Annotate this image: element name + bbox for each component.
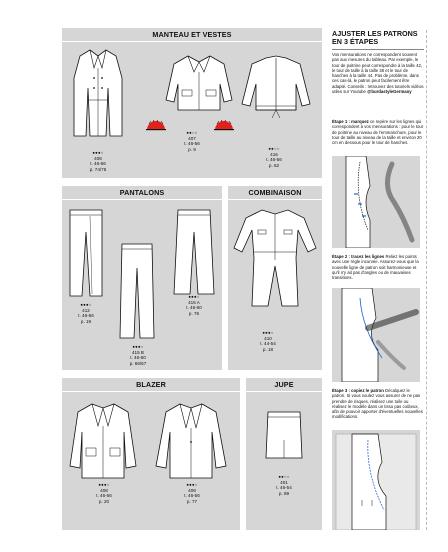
step-3 xyxy=(332,388,424,420)
size-range: t. 46-60 xyxy=(130,355,146,361)
youtube-handle: @burdastyleGermany xyxy=(367,89,412,95)
sidebar-divider xyxy=(332,49,424,50)
step-2-illustration xyxy=(332,288,420,382)
item-label-409 xyxy=(172,482,212,504)
section-title: PANTALONS xyxy=(62,186,222,200)
section-title: MANTEAU ET VESTES xyxy=(62,28,322,42)
model-number: 408 xyxy=(94,155,102,161)
page-ref: p. 20 xyxy=(98,498,110,504)
page-ref: p. 19 xyxy=(80,318,92,324)
size-range: t. 46-56 xyxy=(96,493,112,499)
item-label-415b xyxy=(118,344,158,366)
page-ref: p. 74/75 xyxy=(89,166,107,172)
step-1-title: Étape 1 : marquez xyxy=(332,119,369,124)
difficulty-dots: ●●●○ xyxy=(98,482,110,487)
coat-illustration xyxy=(72,48,124,140)
blazer-illustration-409 xyxy=(154,402,228,480)
size-range: t. 46-54 xyxy=(276,485,292,491)
trousers-illustration-415b xyxy=(118,242,156,340)
step-2-title: Étape 2 : tracez les lignes xyxy=(332,254,385,259)
difficulty-dots: ●●●○ xyxy=(92,150,104,155)
jumpsuit-illustration xyxy=(232,208,318,308)
model-number: 401 xyxy=(280,479,288,485)
difficulty-dots: ●●●○ xyxy=(262,330,274,335)
page-ref: p. 18 xyxy=(262,346,274,352)
size-range: t. 46-56 xyxy=(90,161,106,167)
skirt-illustration xyxy=(264,410,304,460)
size-range: t. 46-56 xyxy=(184,493,200,499)
page-ref: p. 77 xyxy=(186,498,198,504)
size-range: t. 46-60 xyxy=(186,305,202,311)
item-label-408b xyxy=(84,482,124,504)
difficulty-dots: ●●●○ xyxy=(188,294,200,299)
difficulty-dots: ●●○○ xyxy=(278,474,290,479)
difficulty-dots: ●●●○ xyxy=(132,344,144,349)
model-number: 408 xyxy=(100,487,108,493)
item-label-410 xyxy=(248,330,288,352)
difficulty-dots: ●●○○ xyxy=(268,146,280,151)
rating-badge-icon xyxy=(214,120,234,130)
difficulty-dots: ●●○○ xyxy=(186,130,198,135)
step-1-illustration xyxy=(332,156,420,248)
section-title: COMBINAISON xyxy=(228,186,322,200)
intro-text: Vos mensurations ne correspondent souvent pas aux mesures du tableau. Par exemple, le tour de poitrine peut correspondre à la taille 42, le tour de taille à la taille 38 et le tour de hanches à la taille 44. Pas de problème, dans ces cas-là, le patron peut facilement être adapté. Conseils : retrouvez des tutoriels vidéos utiles sur Youtube xyxy=(332,52,424,95)
step-2-text: Reliez les points avec une règle incurvée. Assurez-vous que la nouvelle ligne de patron soit harmonieuse et qu'il n'y ait pas d'angles ou de mauvaises transitions. xyxy=(332,254,419,281)
item-label-407 xyxy=(172,130,212,152)
page-ref: p. 66/67 xyxy=(129,360,147,366)
size-range: t. 46-56 xyxy=(78,313,94,319)
panel-combinaison xyxy=(228,186,322,370)
model-number: 416 xyxy=(270,151,278,157)
size-range: t. 46-56 xyxy=(184,141,200,147)
model-number: 415 A xyxy=(188,299,200,305)
size-range: t. 44-54 xyxy=(260,341,276,347)
step-1 xyxy=(332,119,424,145)
step-1-text: ce repère sur les lignes qui correspondent à vos mensurations : pour le tour de poitrine au niveau de l'emmanchure, pour le tour de taille au niveau de la taille et environ 20 cm en dessous pour le tour de hanches. xyxy=(332,119,424,146)
model-number: 407 xyxy=(188,135,196,141)
blazer-illustration-408 xyxy=(68,402,138,480)
step-3-illustration xyxy=(332,430,420,530)
jacket-illustration xyxy=(166,54,232,114)
trousers-illustration-415a xyxy=(174,208,214,296)
sidebar-intro xyxy=(332,52,424,94)
trousers-illustration-412 xyxy=(68,208,104,298)
panel-blazer xyxy=(62,378,240,530)
panel-pantalons xyxy=(62,186,222,370)
model-number: 410 xyxy=(264,335,272,341)
page-ref: p. 76 xyxy=(188,310,200,316)
page-ref: p. 89 xyxy=(278,490,290,496)
rating-badge-icon xyxy=(146,120,166,130)
item-label-401 xyxy=(264,474,304,496)
sidebar-adjust-patterns xyxy=(328,30,424,530)
panel-jupe xyxy=(246,378,322,530)
item-label-408 xyxy=(78,150,118,172)
model-number: 412 xyxy=(82,307,90,313)
size-range: t. 46-56 xyxy=(266,157,282,163)
model-number: 415 B xyxy=(131,349,144,355)
page-ref: p. 62 xyxy=(268,162,280,168)
step-3-title: Étape 3 : copiez le patron xyxy=(332,388,384,393)
cut-line-divider xyxy=(426,30,427,530)
difficulty-dots: ●●●○ xyxy=(80,302,92,307)
item-label-416 xyxy=(254,146,294,168)
item-label-415a xyxy=(174,294,214,316)
difficulty-dots: ●●●○ xyxy=(186,482,198,487)
section-title: JUPE xyxy=(246,378,322,392)
section-title: BLAZER xyxy=(62,378,240,392)
bomber-illustration xyxy=(242,54,310,120)
model-number: 409 xyxy=(188,487,196,493)
step-3-text: Décalquez le patron. Si vous voulez vous assurer de ne pas prendre de risques, réalisez une toile ou réalisez le modèle dans un tissu pas coûteux, afin de pouvoir apporter d'éventuelles nouvelles modifications. xyxy=(332,388,423,420)
panel-manteau-et-vestes xyxy=(62,28,322,178)
step-2 xyxy=(332,254,424,280)
sidebar-title: AJUSTER LES PATRONS EN 3 ÉTAPES xyxy=(332,29,418,47)
page-ref: p. 9 xyxy=(188,146,196,152)
item-label-412 xyxy=(66,302,106,324)
